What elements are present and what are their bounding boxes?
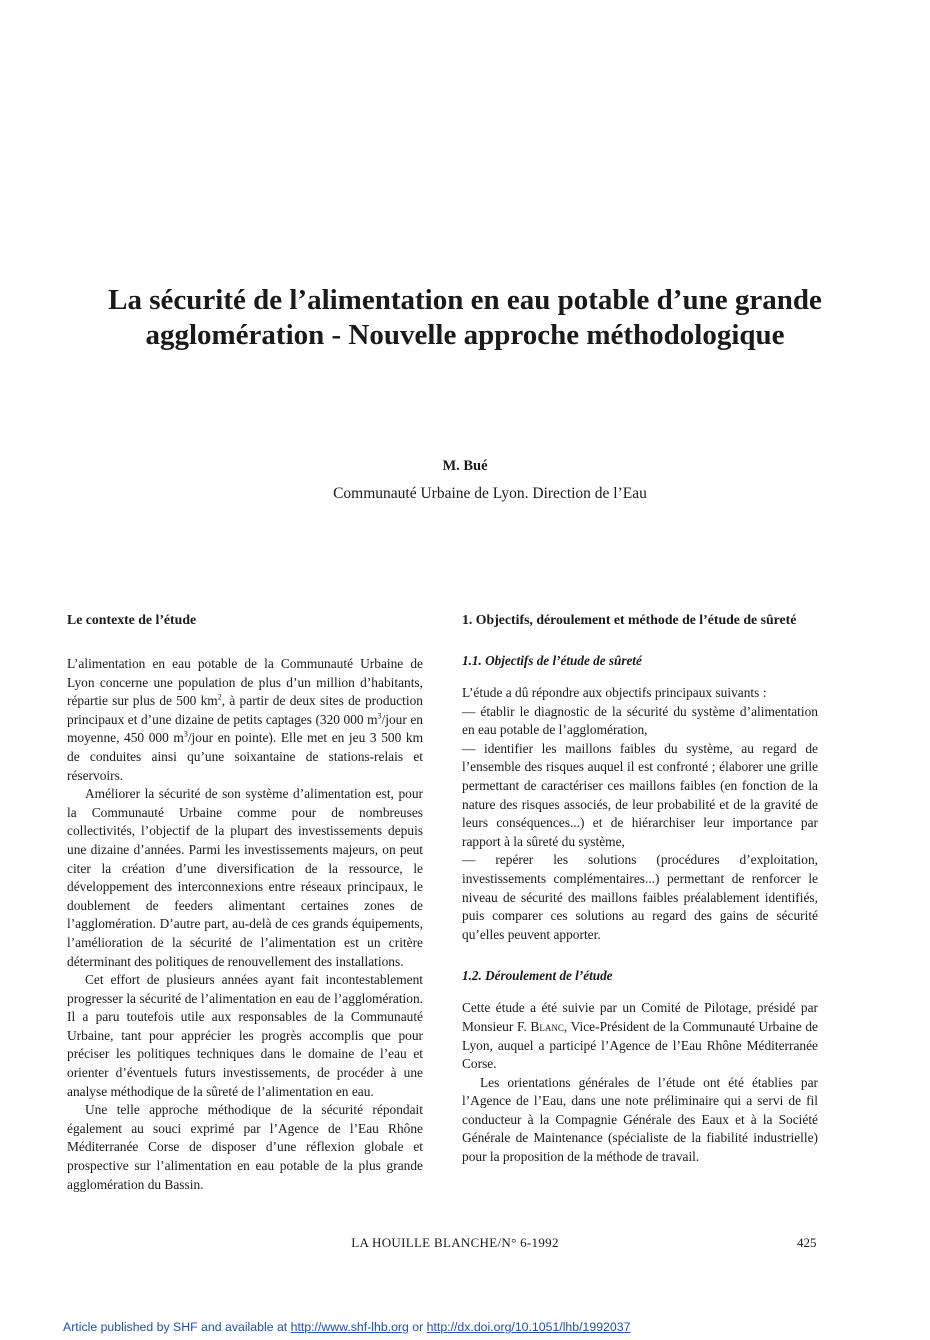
objectives-item-3: — repérer les solutions (procédures d’exploitation, investissements complémentaires...) permettant de renforcer le niveau de sécurité des maillons faibles préalablement identifiés, puis comparer ces solutions au regard des gains de sécurité qu’elles peuvent apporter. [462,852,818,942]
right-column [462,610,818,1167]
paragraph-context-2: Améliorer la sécurité de son système d’alimentation est, pour la Communauté Urbaine comme pour de nombreuses collectivités, l’objectif de la plupart des investissements depuis une dizaine d’années. Parmi les investissements majeurs, on peut citer la création d’une diversification de la ressource, le développement des interconnexions entre réseaux principaux, le doublement de feeders alimentant certaines zones de l’agglomération. D’autre part, au-delà de ces grands équipements, l’amélioration de la sécurité de l’alimentation est un critère déterminant des politiques de renouvellement des installations. [67,786,423,969]
article-title: La sécurité de l’alimentation en eau potable d’une grande agglomération - Nouvelle approche méthodologique [108,284,822,351]
person-name: Blanc [530,1018,564,1034]
section-heading-objectives: 1. Objectifs, déroulement et méthode de l’étude de sûreté [462,612,797,627]
journal-footer: LA HOUILLE BLANCHE/N° 6-1992 [351,1235,559,1250]
paragraph-context-3: Cet effort de plusieurs années ayant fait incontestablement progresser la sécurité de l’alimentation en eau de l’agglomération. Il a paru toutefois utile aux responsables de la Communauté Urbaine, tant pour apprécier les progrès accomplis que pour préciser les politiques techniques dans le domaine de l’eau et orienter d’éventuels futurs investissements, de procéder à une analyse méthodique de la sûreté de l’alimentation en eau. [67,972,423,1099]
subsection-heading-progress: 1.2. Déroulement de l’étude [462,968,613,984]
objectives-item-2: — identifier les maillons faibles du système, au regard de l’ensemble des risques auquel il est confronté ; élaborer une grille permettant de caractériser ces maillons faibles (en fonction de la nature des risques associés, de leur probabilité et de la gravité de leurs conséquences...) et de hiérarchiser leur importance par rapport à la sûreté du système, [462,740,818,849]
progress-paragraph-2: Les orientations générales de l’étude ont été établies par l’Agence de l’Eau, dans une note préliminaire qui a servi de fil conducteur à la Compagnie Générale des Eaux et à la Société Générale de Maintenance (spécialiste de la fiabilité industrielle) pour la proposition de la méthode de travail. [462,1074,818,1165]
doi-link[interactable]: http://dx.doi.org/10.1051/lhb/1992037 [426,1320,631,1334]
paragraph-context-4: Une telle approche méthodique de la sécurité répondait également au souci exprimé par l’Agence de l’Eau Rhône Méditerranée Corse de disposer d’une réflexion globale et prospective sur l’alimentation en eau potable de la plus grande agglomération du Bassin. [67,1102,423,1192]
author-name: M. Bué [442,458,488,474]
shf-link[interactable]: http://www.shf-lhb.org [290,1320,409,1334]
author-affiliation: Communauté Urbaine de Lyon. Direction de l’Eau [333,485,647,502]
section-heading-context: Le contexte de l’étude [67,612,197,627]
paragraph-context-1: L’alimentation en eau potable de la Communauté Urbaine de Lyon concerne une population de plus d’un million d’habitants, répartie sur plus de 500 $km^2$, à partir de deux sites de production principaux et d’une dizaine de petits captages (320 000 $m^3$/jour en moyenne, 450 000 $m^3$/jour en pointe). Elle met en jeu 3 500 km de conduites ainsi qu’une soixantaine de stations-relais et réservoirs. [67,656,423,783]
subsection-heading-objectives: 1.1. Objectifs de l’étude de sûreté [462,653,642,668]
page-number: 425 [797,1235,817,1250]
objectives-item-1: — établir le diagnostic de la sécurité du système d’alimentation en eau potable de l’agglomération, [462,703,818,738]
publication-note: Article published by SHF and available at http://www.shf-lhb.org or http://dx.doi.org/10.1051/lhb/1992037 [63,1320,631,1334]
left-column [67,610,423,1194]
objectives-intro: L’étude a dû répondre aux objectifs principaux suivants : [462,685,767,700]
progress-paragraph-1: Cette étude a été suivie par un Comité de Pilotage, présidé par Monsieur F. Blanc, Vice-Président de la Communauté Urbaine de Lyon, auquel a participé l’Agence de l’Eau Rhône Méditerranée Corse. [462,1000,818,1072]
